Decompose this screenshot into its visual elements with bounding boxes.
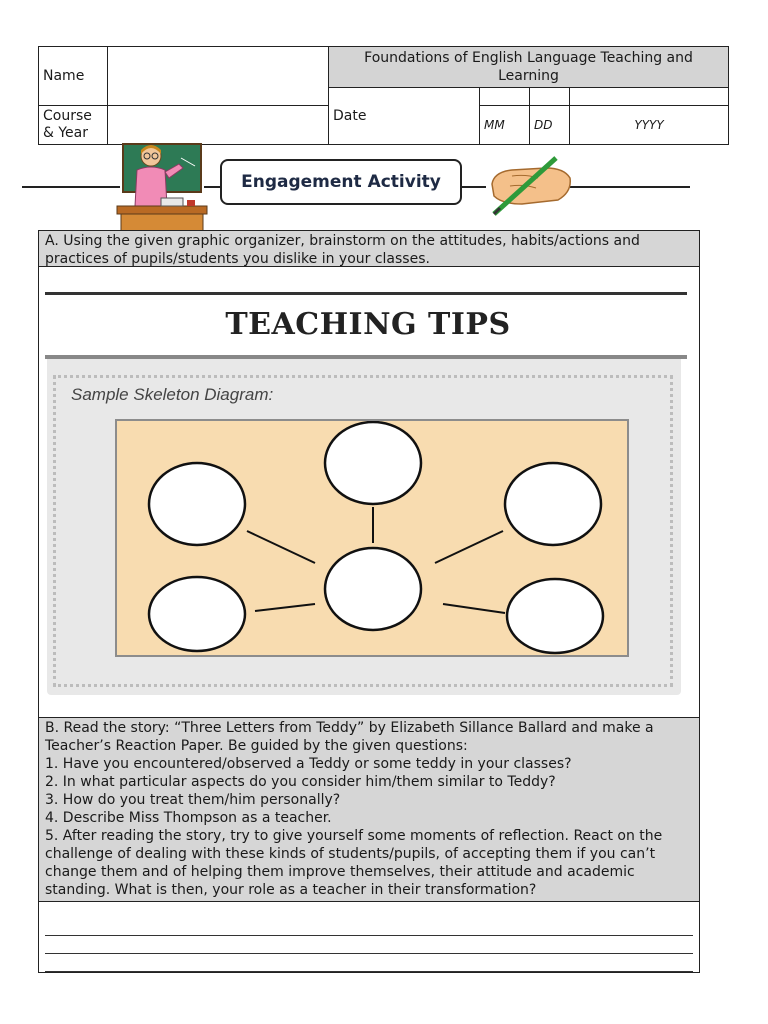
answer-line-1[interactable] [45,935,693,936]
figure-rule-top [45,292,687,295]
section-a-instruction: A. Using the given graphic organizer, brainstorm on the attitudes, habits/actions and practices of pupils/students you dislike in your classes. [39,231,699,267]
organizer-bubble-upper-right [505,463,601,545]
course-title: Foundations of English Language Teaching and Learning [329,47,729,88]
blank-cell [480,88,530,106]
answer-line-2[interactable] [45,953,693,954]
organizer-bubble-top [325,422,421,504]
organizer-bubble-center [325,548,421,630]
engagement-activity-title: Engagement Activity [220,159,462,205]
connector-line [247,531,315,563]
teacher-at-chalkboard-icon [115,140,211,232]
question-3: 3. How do you treat them/him personally? [45,792,341,808]
question-2: 2. In what particular aspects do you consider him/them similar to Teddy? [45,774,556,790]
connector-line [435,531,503,563]
name-label: Name [39,47,108,106]
question-1: 1. Have you encountered/observed a Teddy or some teddy in your classes? [45,756,572,772]
course-year-label: Course & Year [39,106,108,145]
section-b-intro: B. Read the story: “Three Letters from Teddy” by Elizabeth Sillance Ballard and make a Teacher’s Reaction Paper. Be guided by the given questions: [45,720,654,754]
section-a [38,230,700,718]
question-4: 4. Describe Miss Thompson as a teacher. [45,810,332,826]
date-month-field[interactable]: MM [480,106,530,145]
figure-title: TEACHING TIPS [225,307,511,342]
course-year-field[interactable] [108,106,329,145]
answer-line-3[interactable] [45,971,693,972]
connector-line [443,604,505,613]
blank-cell [530,88,570,106]
organizer-bubble-lower-left [149,577,245,651]
blank-cell [570,88,729,106]
organizer-bubble-upper-left [149,463,245,545]
banner-rule-right-b [570,186,690,188]
organizer-bubble-lower-right [507,579,603,653]
graphic-organizer [115,419,629,657]
skeleton-diagram [117,421,627,655]
teaching-tips-figure [47,271,681,695]
header-table [38,46,729,145]
date-year-field[interactable]: YYYY [570,106,729,145]
question-5: 5. After reading the story, try to give yourself some moments of reflection. React on the challenge of dealing with these kinds of students/pupils, of accepting them if you can’t change them and of helping them improve themselves, their attitude and academic standing. What is then, your role as a teacher in their transformation? [45,828,663,898]
name-field[interactable] [108,47,329,106]
date-day-field[interactable]: DD [530,106,570,145]
skeleton-label: Sample Skeleton Diagram: [71,385,274,404]
connector-line [255,604,315,611]
figure-rule-bottom [45,355,687,359]
hand-writing-pencil-icon [482,156,574,218]
section-b-instructions [39,718,699,902]
banner-rule-left [22,186,120,188]
section-b [38,717,700,973]
date-label: Date [329,88,480,145]
